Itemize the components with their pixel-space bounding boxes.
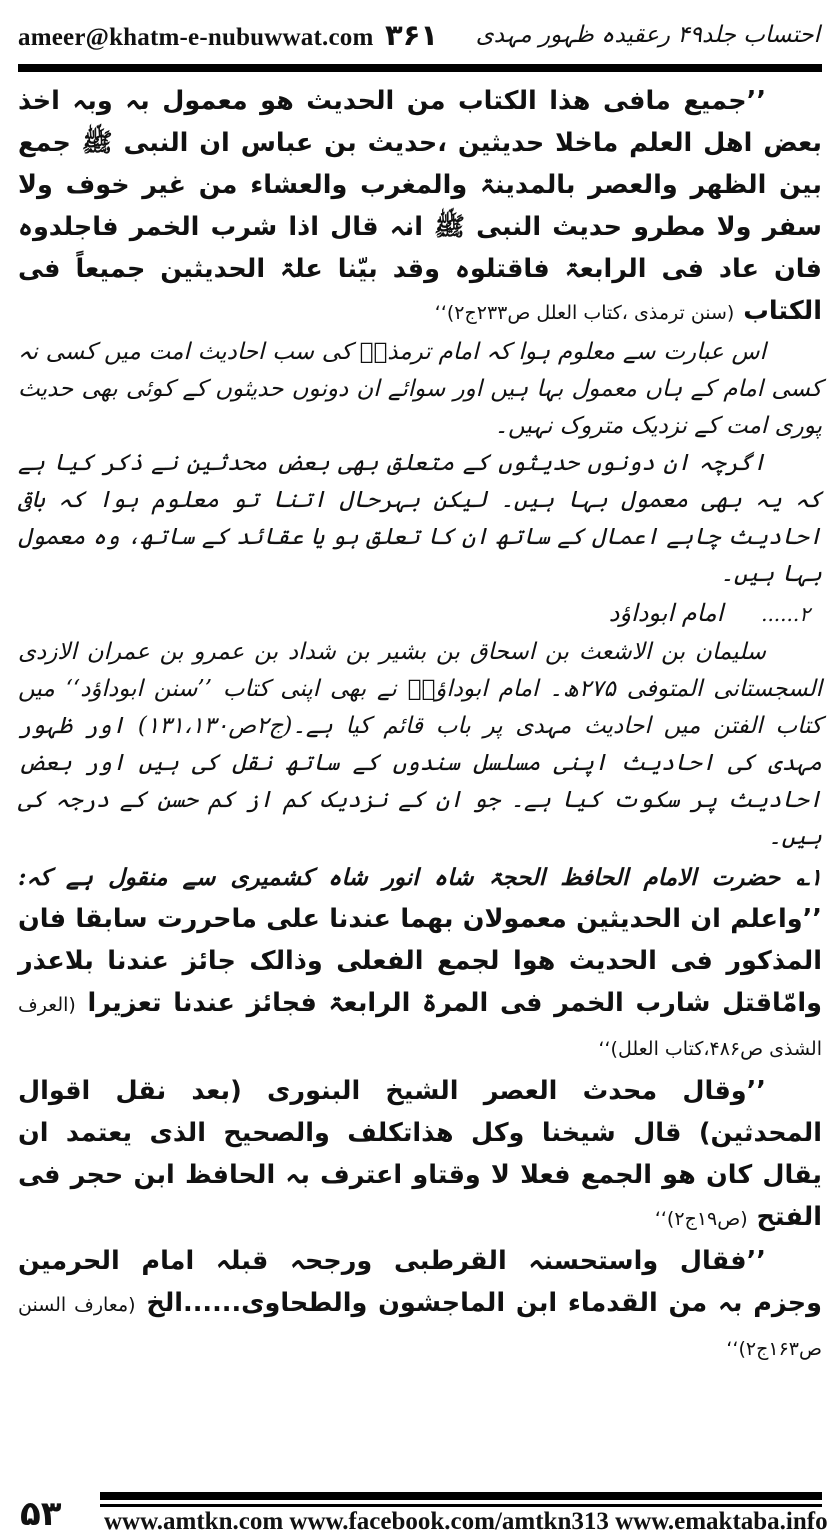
footer-page-number: ۵۳ bbox=[20, 1494, 62, 1534]
quote-tirmidhi-ref: (سنن ترمذی ،کتاب العلل ص۲۳۳ج۲)‘‘ bbox=[434, 302, 735, 324]
footnote-quote: ۱؎ حضرت الامام الحافظ الحجۃ شاہ انور شاہ کشمیری سے منقول ہے کہ: ’’واعلم ان الحدیثین معمولان بھما عندنا علی ماحررت سابقا فان المذکور فی الحدیث ھوا لجمع الفعلی وذالک جائز عندنا بلاعذر وامّاقتل شارب الخمر فی المرۃ الرابعۃ فجائز عندنا تعزیرا (العرف الشذی ص۴۸۶،کتاب العلل)‘‘ bbox=[18, 864, 822, 1060]
urdu-paragraph-2: اگرچہ ان دونوں حدیثوں کے متعلق بھی بعض محدثین نے ذکر کیا ہے کہ یہ بھی معمول بہا ہیں۔ لیکن بہرحال اتنا تو معلوم ہوا کہ باقی احادیث چاہے اعمال کے ساتھ ان کا تعلق ہو یا عقائد کے ساتھ، وہ معمول بہا ہیں۔ bbox=[18, 450, 822, 587]
section-heading bbox=[18, 593, 822, 634]
quote-qurtubi: ’’فقال واستحسنہ القرطبی ورجحہ قبلہ امام الحرمین وجزم بہ من القدماء ابن الماجشون والطحاوی......الخ (معارف السنن ص۱۶۳ج۲)‘‘ bbox=[18, 1246, 822, 1360]
page-body bbox=[18, 80, 822, 1370]
header-page-number: ۳۶۱ bbox=[385, 18, 439, 52]
footnote-ref: (العرف الشذی ص۴۸۶،کتاب العلل)‘‘ bbox=[18, 994, 822, 1060]
header-rule bbox=[18, 64, 822, 72]
quote-tirmidhi: ’’جمیع مافی ھذا الکتاب من الحدیث ھو معمول بہ وبہ اخذ بعض اھل العلم ماخلا حدیثین ،حدیث بن عباس ان النبی ﷺ جمع بین الظھر والعصر بالمدینۃ والمغرب والعشاء من غیر خوف ولا سفر ولا مطرو حدیث النبی ﷺ انہ قال اذا شرب الخمر فاجلدوہ فان عاد فی الرابعۃ فاقتلوہ وقد بیّنا علۃ الحدیثین جمیعاً فی الکتاب (سنن ترمذی ،کتاب العلل ص۲۳۳ج۲)‘‘ bbox=[18, 86, 822, 326]
footnote-mark: ۱؎ bbox=[796, 864, 822, 891]
urdu-paragraph-1: اس عبارت سے معلوم ہوا کہ امام ترمذیؒ کی سب احادیث امت میں کسی نہ کسی امام کے ہاں معمول بہا ہیں اور سوائے ان دونوں حدیثوں کے کوئی بھی حدیث پوری امت کے نزدیک متروک نہیں۔ bbox=[18, 339, 822, 439]
section-title: امام ابوداؤد bbox=[608, 599, 724, 627]
quote-qurtubi-ref: (معارف السنن ص۱۶۳ج۲)‘‘ bbox=[18, 1294, 822, 1360]
footer-links[interactable]: www.amtkn.com www.facebook.com/amtkn313 www.emaktaba.info bbox=[104, 1508, 828, 1535]
footnote-intro: حضرت الامام الحافظ الحجۃ شاہ انور شاہ کشمیری سے منقول ہے کہ: bbox=[18, 864, 781, 891]
urdu-paragraph-3: سلیمان بن الاشعث بن اسحاق بن بشیر بن شداد بن عمرو بن عمران الازدی السجستانی المتوفی ۲۷۵ھ۔ امام ابوداؤدؒ نے بھی اپنی کتاب ’’سنن ابوداؤد‘‘ میں کتاب الفتن میں احادیث مہدی پر باب قائم کیا ہے۔(ج۲ص۱۳۱،۱۳۰) اور ظہور مہدی کی احادیث اپنی مسلسل سندوں کے ساتھ نقل کی ہیں اور بعض احادیث پر سکوت کیا ہے۔ جو ان کے نزدیک کم از کم حسن کے درجہ کی ہیں۔ bbox=[18, 639, 823, 850]
quote-banuri-ref: (ص۱۹ج۲)‘‘ bbox=[654, 1208, 748, 1230]
quote-banuri: ’’وقال محدث العصر الشیخ البنوری (بعد نقل اقوال المحدثین) قال شیخنا وکل ھذاتکلف والصحیح الذی یعتمد ان یقال کان ھو الجمع فعلا لا وقتاو اعترف بہ الحافظ ابن حجر فی الفتح (ص۱۹ج۲)‘‘ bbox=[18, 1076, 822, 1232]
section-number: ۲...... bbox=[761, 602, 810, 626]
footer-rule bbox=[100, 1492, 822, 1500]
footer-rule-thin bbox=[100, 1504, 822, 1507]
header-title: احتساب جلد۴۹ رعقیدہ ظہور مہدی bbox=[475, 22, 820, 48]
header-email: ameer@khatm-e-nubuwwat.com bbox=[18, 24, 374, 51]
page-header bbox=[18, 18, 822, 58]
